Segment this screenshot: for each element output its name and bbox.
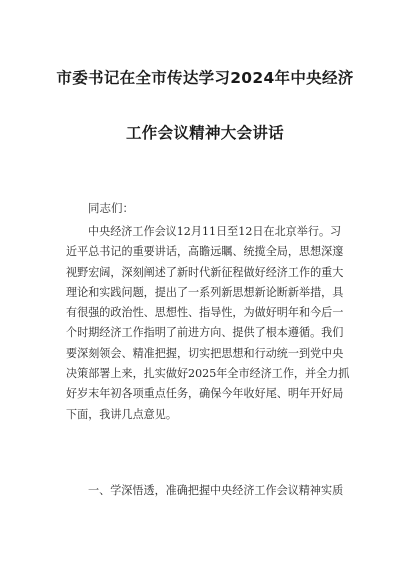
document-title-line-2: 工作会议精神大会讲话 bbox=[125, 124, 284, 142]
paragraph-line: 视野宏阔，深刻阐述了新时代新征程做好经济工作的重大 bbox=[66, 265, 344, 279]
paragraph-line: 中央经济工作会议12月11日至12日在北京举行。习 bbox=[88, 225, 342, 238]
paragraph-line: 要深刻领会、精准把握，切实把思想和行动统一到党中央 bbox=[66, 346, 344, 360]
body-paragraph bbox=[66, 222, 362, 425]
salutation: 同志们： bbox=[88, 201, 134, 215]
section-heading: 一、学深悟透，准确把握中央经济工作会议精神实质 bbox=[88, 484, 344, 497]
paragraph-line: 个时期经济工作指明了前进方向、提供了根本遵循。我们 bbox=[66, 326, 344, 340]
paragraph-line: 下面，我讲几点意见。 bbox=[66, 407, 177, 421]
paragraph-line: 决策部署上来，扎实做好2025年全市经济工作，并全力抓 bbox=[66, 367, 350, 381]
paragraph-line: 好岁末年初各项重点任务，确保今年收好尾、明年开好局 bbox=[66, 387, 344, 401]
paragraph-line: 理论和实践问题，提出了一系列新思想新论断新举措，具 bbox=[66, 285, 344, 299]
paragraph-line: 有很强的政治性、思想性、指导性，为做好明年和今后一 bbox=[66, 306, 344, 320]
document-title-line-1: 市委书记在全市传达学习2024年中央经济 bbox=[56, 69, 354, 87]
paragraph-line: 近平总书记的重要讲话，高瞻远瞩、统揽全局，思想深邃 bbox=[66, 245, 344, 259]
